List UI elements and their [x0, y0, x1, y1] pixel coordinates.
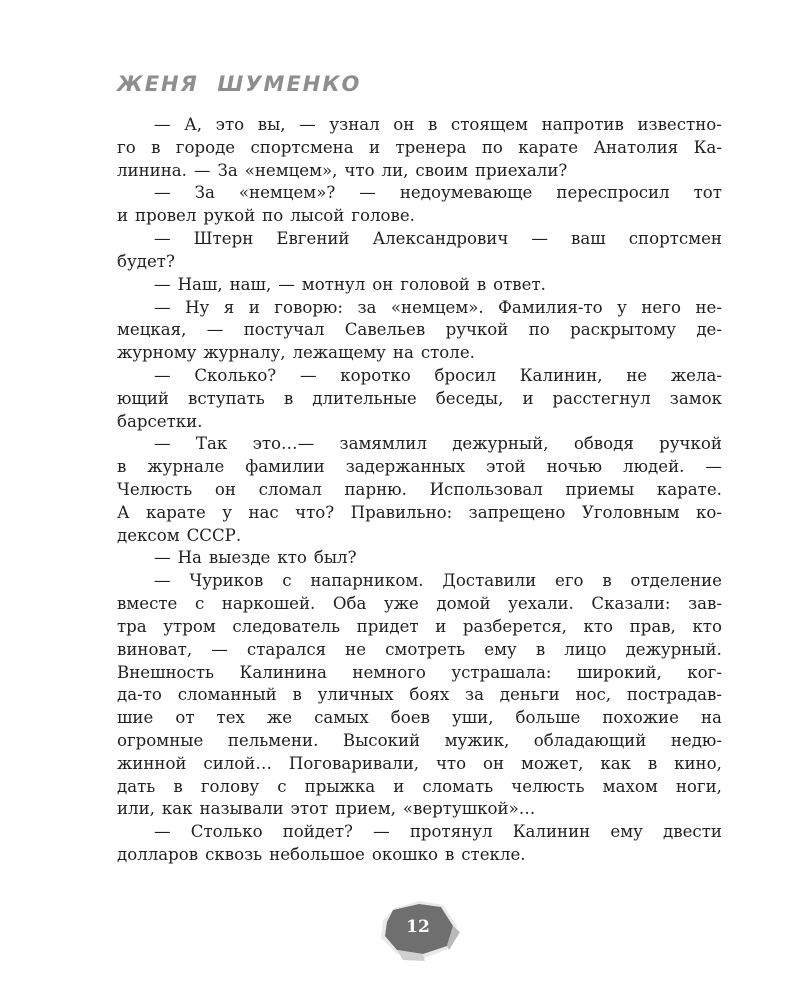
text-line: будет? — [117, 251, 175, 271]
text-line: в журнале фамилии задержанных этой ночью людей. — — [117, 457, 722, 477]
paragraph — [117, 274, 722, 297]
text-line: — На выезде кто был? — [154, 548, 357, 568]
text-line: Челюсть он сломал парню. Использовал приемы карате. — [117, 480, 722, 499]
text-line: — Штерн Евгений Александрович — ваш спортсмен — [154, 229, 722, 249]
paragraph — [117, 570, 722, 821]
text-line: А карате у нас что? Правильно: запрещено Уголовным ко- — [117, 502, 722, 522]
paragraph — [117, 114, 722, 182]
text-line: жинной силой… Поговаривали, что он может, как в кино, — [117, 753, 722, 773]
text-line: — За «немцем»? — недоумевающе переспросил тот — [154, 183, 722, 203]
page-number-badge — [373, 898, 463, 964]
text-line: и провел рукой по лысой голове. — [117, 206, 415, 226]
text-line: — Столько пойдет? — протянул Калинин ему двести — [154, 822, 722, 842]
text-line: или, как называли этот прием, «вертушкой»… — [117, 799, 536, 819]
text-line: дать в голову с прыжка и сломать челюсть махом ноги, — [117, 776, 722, 796]
text-line: вместе с наркошей. Оба уже домой уехали. Сказали: зав- — [117, 594, 722, 614]
paragraph — [117, 433, 722, 547]
paragraph — [117, 365, 722, 433]
text-line: — Ну я и говорю: за «немцем». Фамилия-то у него не- — [154, 297, 722, 317]
paragraph — [117, 821, 722, 867]
text-line: — Чуриков с напарником. Доставили его в отделение — [154, 571, 722, 591]
text-line: тра утром следователь придет и разберется, кто прав, кто — [117, 616, 722, 636]
paragraph — [117, 547, 722, 570]
text-line: виноват, — старался не смотреть ему в лицо дежурный. — [117, 639, 722, 659]
text-line: журному журналу, лежащему на столе. — [117, 343, 475, 363]
paragraph — [117, 228, 722, 274]
text-line: — А, это вы, — узнал он в стоящем напротив известно- — [154, 115, 722, 134]
text-line: линина. — За «немцем», что ли, своим приехали? — [117, 160, 568, 180]
text-line: мецкая, — постучал Савельев ручкой по раскрытому де- — [117, 320, 722, 340]
paragraph — [117, 182, 722, 228]
text-line: да-то сломанный в уличных боях за деньги нос, пострадав- — [117, 685, 722, 705]
text-line: го в городе спортсмена и тренера по карате Анатолия Ка- — [117, 137, 722, 157]
text-line: долларов сквозь небольшое окошко в стекле. — [117, 845, 526, 864]
text-line: — Сколько? — коротко бросил Калинин, не жела- — [154, 365, 722, 385]
text-line: ющий вступать в длительные беседы, и расстегнул замок — [117, 388, 722, 408]
paragraph — [117, 297, 722, 365]
text-line: — Наш, наш, — мотнул он головой в ответ. — [154, 274, 546, 294]
page-number: 12 — [406, 917, 430, 937]
text-line: — Так это…— замямлил дежурный, обводя ручкой — [154, 434, 722, 454]
text-line: Внешность Калинина немного устрашала: широкий, ког- — [117, 662, 722, 682]
text-line: огромные пельмени. Высокий мужик, обладающий недю- — [117, 730, 722, 750]
text-line: дексом СССР. — [117, 525, 242, 545]
text-line: барсетки. — [117, 411, 203, 431]
running-header-author: ЖЕНЯ ШУМЕНКО — [117, 72, 362, 96]
body-text — [117, 114, 722, 867]
text-line: шие от тех же самых боев уши, больше похожие на — [117, 708, 722, 728]
